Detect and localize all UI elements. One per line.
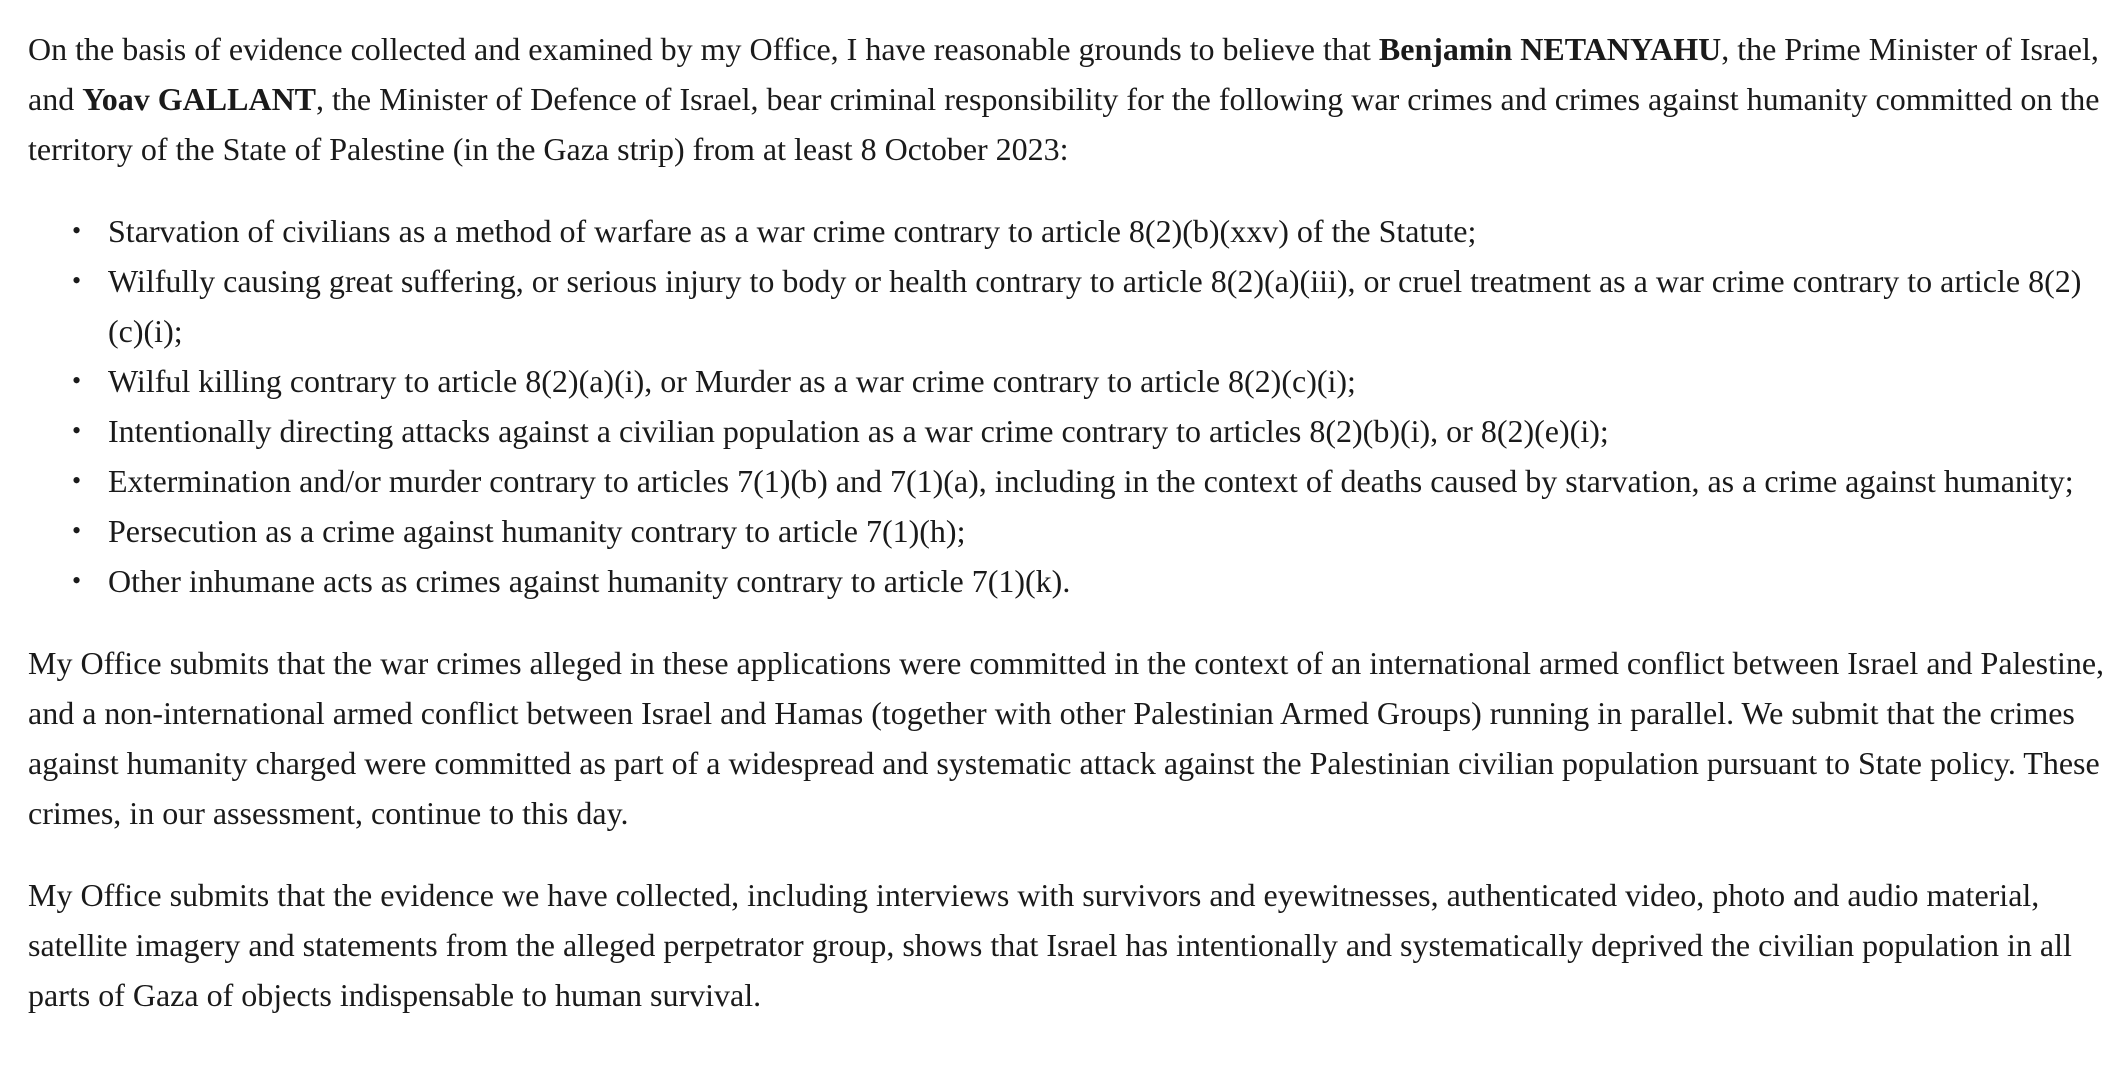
bullet-icon: • [72, 266, 82, 295]
charge-text: Wilful killing contrary to article 8(2)(a)(i), or Murder as a war crime contrary to article 8(2)(c)(i); [108, 363, 1356, 399]
charge-text: Extermination and/or murder contrary to articles 7(1)(b) and 7(1)(a), including in the context of deaths caused by starvation, as a crime against humanity; [108, 463, 2074, 499]
bullet-icon: • [72, 466, 82, 495]
charge-item [28, 406, 2108, 456]
bullet-icon: • [72, 566, 82, 595]
charge-item [28, 356, 2108, 406]
evidence-paragraph: My Office submits that the evidence we have collected, including interviews with survivors and eyewitnesses, authenticated video, photo and audio material, satellite imagery and statements from the alleged perpetrator group, shows that Israel has intentionally and systematically deprived the civilian population in all parts of Gaza of objects indispensable to human survival. [28, 877, 2072, 1013]
intro-paragraph [28, 24, 2108, 174]
accused-name-gallant: Yoav GALLANT [82, 81, 317, 117]
charge-item [28, 206, 2108, 256]
charge-item [28, 506, 2108, 556]
bullet-icon: • [72, 366, 82, 395]
charge-text: Intentionally directing attacks against a civilian population as a war crime contrary to articles 8(2)(b)(i), or 8(2)(e)(i); [108, 413, 1609, 449]
charge-text: Wilfully causing great suffering, or serious injury to body or health contrary to article 8(2)(a)(iii), or cruel treatment as a war crime contrary to article 8(2)(c)(i); [108, 263, 2082, 349]
intro-text-3: , the Minister of Defence of Israel, bear criminal responsibility for the following war crimes and crimes against humanity committed on the territory of the State of Palestine (in the Gaza strip) from at least 8 October 2023: [28, 81, 2100, 167]
bullet-icon: • [72, 416, 82, 445]
bullet-icon: • [72, 516, 82, 545]
bullet-icon: • [72, 216, 82, 245]
charge-item [28, 556, 2108, 606]
conflict-context-paragraph: My Office submits that the war crimes alleged in these applications were committed in the context of an international armed conflict between Israel and Palestine, and a non-international armed conflict between Israel and Hamas (together with other Palestinian Armed Groups) running in parallel. We submit that the crimes against humanity charged were committed as part of a widespread and systematic attack against the Palestinian civilian population pursuant to State policy. These crimes, in our assessment, continue to this day. [28, 645, 2105, 831]
charge-text: Starvation of civilians as a method of warfare as a war crime contrary to article 8(2)(b)(xxv) of the Statute; [108, 213, 1477, 249]
accused-name-netanyahu: Benjamin NETANYAHU [1378, 31, 1722, 67]
intro-text-1: On the basis of evidence collected and examined by my Office, I have reasonable grounds to believe that [28, 31, 1379, 67]
intro-text-2: , the Prime Minister of Israel, and [28, 31, 2099, 117]
article-body [28, 24, 2108, 1020]
charge-text: Other inhumane acts as crimes against humanity contrary to article 7(1)(k). [108, 563, 1071, 599]
charge-text: Persecution as a crime against humanity contrary to article 7(1)(h); [108, 513, 966, 549]
charge-item [28, 456, 2108, 506]
charges-list [28, 206, 2108, 606]
charge-item [28, 256, 2108, 356]
